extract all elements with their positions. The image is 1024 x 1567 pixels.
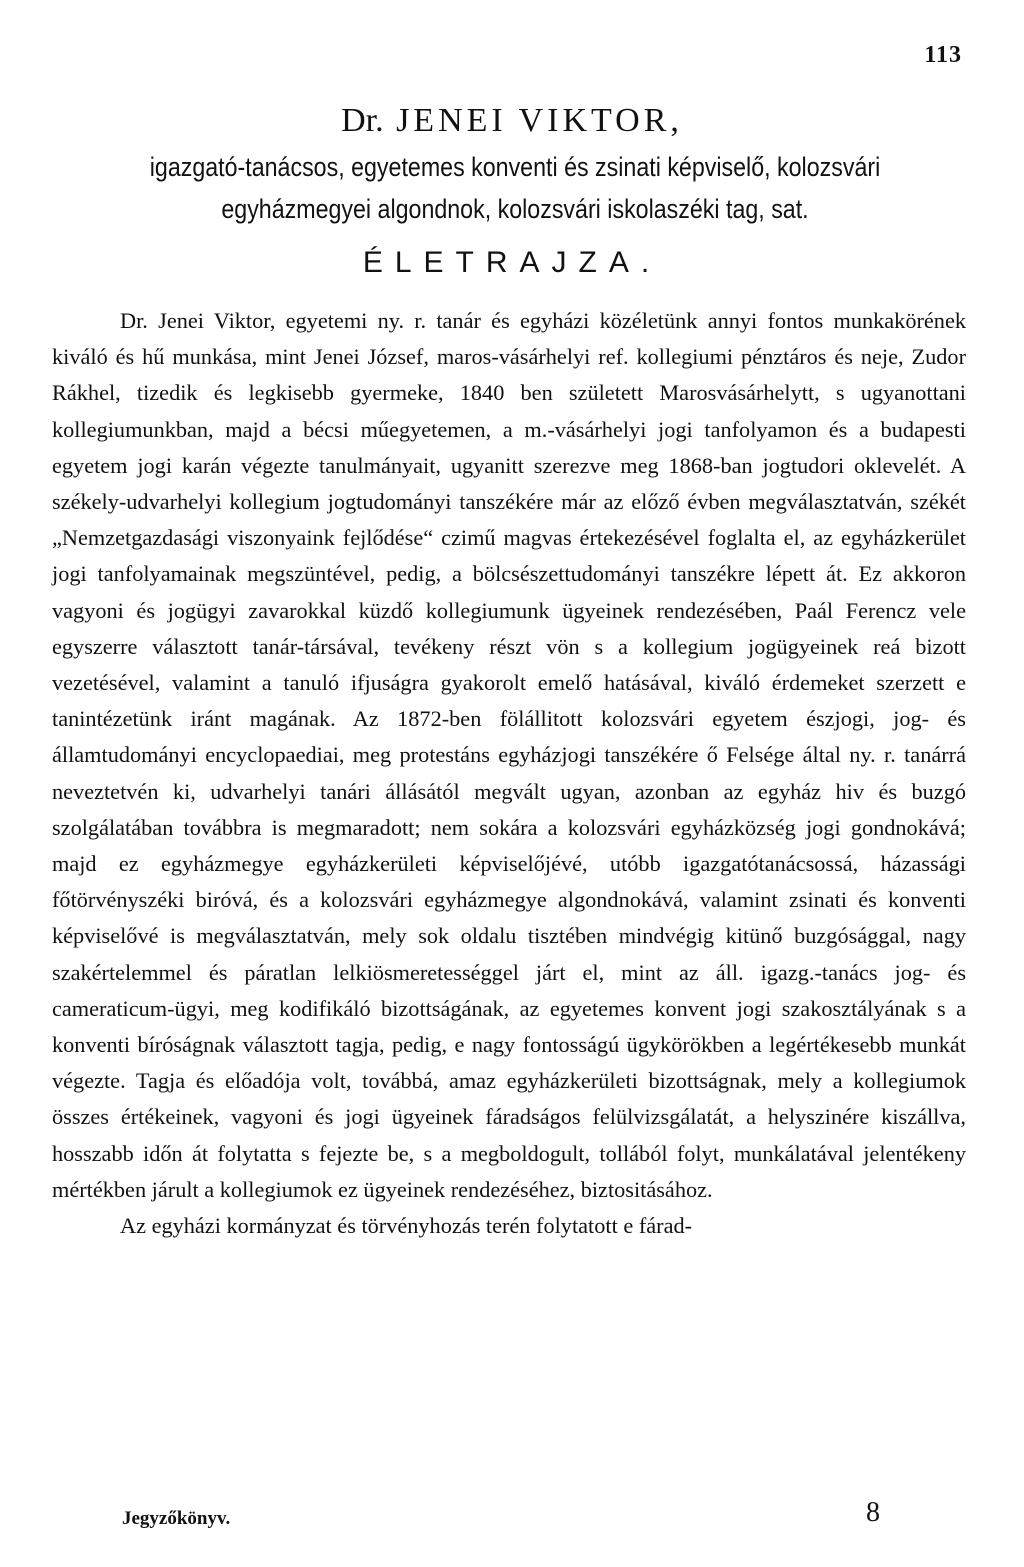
paragraph: Dr. Jenei Viktor, egyetemi ny. r. tanár és egyházi közéletünk annyi fontos munkakörének kiváló és hű munkása, mint Jenei József, maros-vásárhelyi ref. kollegiumi pénztáros és neje, Zudor Rákhel, tizedik és legkisebb gyermeke, 1840 ben született Marosvásárhelytt, s ugyanottani kollegiumunkban, majd a bécsi műegyetemen, a m.-vásárhelyi jogi tanfolyamon és a budapesti egyetem jogi karán végezte tanulmányait, ugyanitt szerezve meg 1868-ban jogtudori oklevelét. A székely-udvarhelyi kollegium jogtudományi tanszékére már az előző évben megválasztatván, székét „Nemzetgazdasági viszonyaink fejlődése“ czimű magvas értekezésével foglalta el, az egyházkerület jogi tanfolyamainak megszüntével, pedig, a bölcsészettudományi tanszékre lépett át. Ez akkoron vagyoni és jogügyi zavarokkal küzdő kollegiumunk ügyeinek rendezésében, Paál Ferencz vele egyszerre választott tanár-társával, tevékeny részt vön s a kollegium jogügyeinek reá bizott vezetésével, valamint a tanuló ifjuságra gyakorolt emelő hatásával, kiváló érdemeket szerzett e tanintézetünk iránt magának. Az 1872-ben fölállitott kolozsvári egyetem észjogi, jog- és államtudományi encyclopaediai, meg protestáns egyházjogi tanszékére ő Felsége által ny. r. tanárrá neveztetvén ki, udvarhelyi tanári állásától megvált ugyan, azonban az egyház hiv és buzgó szolgálatában továbbra is megmaradott; nem sokára a kolozsvári egyházközség jogi gondnokává; majd ez egyházmegye egyházkerületi képviselőjévé, utóbb igazgatótanácsossá, házassági főtörvényszéki biróvá, és a kolozsvári egyházmegye algondnokává, valamint zsinati és konventi képviselővé is megválasztatván, mely sok oldalu tisztében mindvégig kitünő buzgósággal, nagy szakértelemmel és páratlan lelkiösmeretességgel járt el, mint az áll. igazg.-tanács jog- és cameraticum-ügyi, meg kodifikáló bizottságának, az egyetemes konvent jogi szakosztályának s a konventi bíróságnak választott tagja, pedig, e nagy fontosságú ügykörökben a legértékesebb munkát végezte. Tagja és előadója volt, továbbá, amaz egyházkerületi bizottságnak, mely a kollegiumok összes értékeinek, vagyoni és jogi ügyeinek fáradságos felülvizsgálatát, a helyszinére kiszállva, hosszabb időn át folytatta s fejezte be, s a megboldogult, tollából folyt, munkálatával jelentékeny mértékben járult a kollegiumok ez ügyeinek rendezéséhez, biztositásához. xyxy=(52,308,966,1202)
section-title: ÉLETRAJZA. xyxy=(362,246,662,279)
title-name: JENEI VIKTOR, xyxy=(396,102,683,139)
page-number: 113 xyxy=(924,42,962,68)
paragraph: Az egyházi kormányzat és törvényhozás terén folytatott e fárad- xyxy=(120,1213,693,1239)
subtitle: igazgató-tanácsos, egyetemes konventi és zsinati képviselő, kolozsvári egyházmegyei algondnok, kolozsvári iskolaszéki tag, sat. xyxy=(149,152,881,224)
title-prefix: Dr. xyxy=(341,102,384,139)
body-text xyxy=(52,303,966,1244)
footer-sheet-number: 8 xyxy=(866,1497,880,1528)
footer-signature: Jegyzőkönyv. xyxy=(122,1508,231,1529)
page-title xyxy=(0,102,1024,140)
